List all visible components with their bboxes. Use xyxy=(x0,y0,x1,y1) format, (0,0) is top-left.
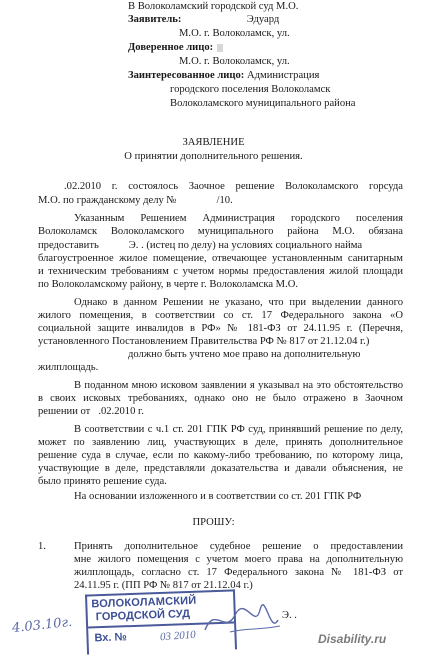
body-line: было принято решение суда. xyxy=(38,476,167,487)
request-line: жилплощадь, согласно ст. 17 Федерального закона № 181-ФЗ от xyxy=(74,567,403,578)
plaintiff-name: Эдуард xyxy=(246,14,280,25)
body-line: предоставить Э. . (истец по делу) на условиях социального найма xyxy=(38,240,363,251)
document-subtitle: О принятии дополнительного решения. xyxy=(124,151,303,162)
redaction-mark xyxy=(217,44,223,52)
body-line: В поданном мною исковом заявлении я указывал на это обстоятельство xyxy=(74,380,403,391)
body-line: жилплощадь. xyxy=(38,362,99,373)
stamp-line-3: Вх. № xyxy=(94,631,128,645)
body-line: благоустроенное жилое помещение, отвечающее установленным санитарным xyxy=(38,253,403,264)
interested-row xyxy=(128,70,319,82)
body-line: На основании изложенного и в соответствии со ст. 201 ГПК РФ xyxy=(74,491,362,502)
rep-address: М.О. г. Волоколамск, ул. xyxy=(179,56,290,67)
body-line: участвующие в деле, представляли доказательства и давали объяснения, не xyxy=(38,463,403,474)
body-line: В соответствии с ч.1 ст. 201 ГПК РФ суд, принявший решение по делу, xyxy=(74,424,403,435)
request-line: Принять дополнительное судебное решение о предоставлении xyxy=(74,541,403,552)
document-title: ЗАЯВЛЕНИЕ xyxy=(182,137,245,148)
body-line: .02.2010 г. состоялось Заочное решение Волоколамского горсуда xyxy=(64,181,403,192)
court-name: В Волоколамский городской суд М.О. xyxy=(128,1,299,12)
body-line: жилого помещения, в соответствии со ст. 17 Федерального закона «О xyxy=(38,310,403,321)
interested-line-3: Волоколамского муниципального района xyxy=(170,98,356,109)
handwritten-date: 4.03.10г. xyxy=(11,614,73,637)
plaintiff-label: Заявитель: xyxy=(128,14,182,25)
signature-initials: Э. . xyxy=(282,610,297,621)
stamp-line-1: ВОЛОКОЛАМСКИЙ xyxy=(91,594,197,611)
request-heading: ПРОШУ: xyxy=(192,517,235,528)
body-line: по Волоколамскому району, в черте г. Волоколамска М.О. xyxy=(38,279,299,290)
plaintiff-address: М.О. г. Волоколамск, ул. xyxy=(179,28,290,39)
rep-row xyxy=(128,42,223,54)
rep-label: Доверенное лицо: xyxy=(128,42,214,53)
body-line: М.О. по гражданскому делу № /10. xyxy=(38,195,233,206)
body-line: социальной защите инвалидов в РФ» № 181-ФЗ от 24.11.95 г. (Перечня, xyxy=(38,323,403,334)
watermark-text: Disability.ru xyxy=(318,632,387,646)
body-line: решении от .02.2010 г. xyxy=(38,406,144,417)
body-line: установленного Постановлением Правительства РФ № 817 от 21.12.04 г.) xyxy=(38,336,370,347)
body-line: должно быть учтено мое право на дополнительную xyxy=(128,349,361,360)
body-line: Волоколамск Волоколамского муниципального района М.О. обязана xyxy=(38,226,403,237)
body-line: в своих исковых требованиях, однако оно не было отражено в Заочном xyxy=(38,393,403,404)
body-line: решение суда в случае, если по какому-либо требованию, по которому лица, xyxy=(38,450,403,461)
body-line: Однако в данном Решении не указано, что при выделении данного xyxy=(74,297,403,308)
request-number: 1. xyxy=(38,541,46,552)
body-line: Указанным Решением Администрация городского поселения xyxy=(74,213,403,224)
interested-line-2: городского поселения Волоколамск xyxy=(170,84,331,95)
stamp-handwritten-date: 03 2010 xyxy=(159,628,197,644)
request-line: мне жилого помещения с учетом моего права на дополнительную xyxy=(74,554,403,565)
plaintiff-row xyxy=(128,14,279,26)
request-line: 24.11.95 г. (ПП РФ № 817 от 21.12.04 г.) xyxy=(74,580,253,591)
body-line: может по заявлению лиц, участвующих в деле, принять дополнительное xyxy=(38,437,403,448)
interested-label: Заинтересованное лицо: xyxy=(128,70,245,81)
stamp-line-2: ГОРОДСКОЙ СУД xyxy=(95,607,191,624)
body-line: и техническим требованиям с учетом нормы предоставления жилой площади xyxy=(38,266,403,277)
interested-line-1: Администрация xyxy=(246,70,320,81)
